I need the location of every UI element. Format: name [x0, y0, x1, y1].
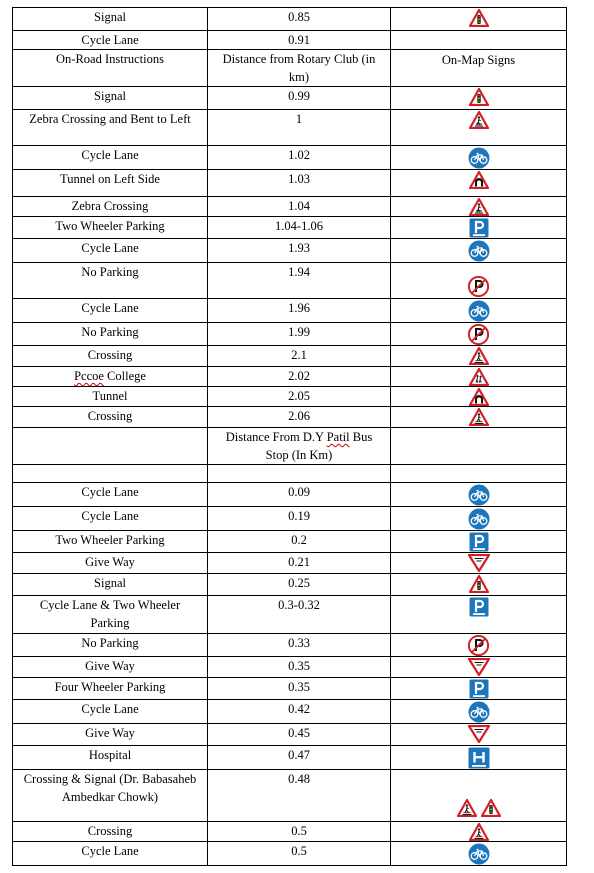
distance-cell: 0.42 [208, 700, 391, 724]
distance-cell: 0.21 [208, 553, 391, 574]
cycle-lane-icon [468, 299, 490, 322]
table-row [13, 8, 567, 31]
sign-group [391, 170, 566, 189]
sign-group [391, 346, 566, 365]
signal-icon [469, 87, 489, 106]
signal-icon [469, 8, 489, 27]
table-row [13, 263, 567, 299]
sign-group [391, 678, 566, 699]
distance-cell: 0.45 [208, 724, 391, 746]
distance-cell: 2.05 [208, 387, 391, 407]
table-row [13, 657, 567, 678]
instruction-cell: No Parking [13, 634, 208, 657]
instruction-cell: No Parking [13, 263, 208, 299]
cycle-lane-icon [468, 483, 490, 506]
table-row [13, 146, 567, 170]
cycle-lane-icon [468, 507, 490, 530]
sign-cell [391, 323, 567, 346]
sign-cell [391, 146, 567, 170]
give-way-icon [468, 553, 490, 572]
distance-cell: Distance from Rotary Club (in km) [208, 50, 391, 87]
table-row [13, 678, 567, 700]
cycle-lane-icon [468, 700, 490, 723]
instruction-cell: Tunnel [13, 387, 208, 407]
sign-group [391, 239, 566, 262]
table-row [13, 483, 567, 507]
instruction-cell: Give Way [13, 553, 208, 574]
sign-cell [391, 8, 567, 31]
sign-group [391, 146, 566, 169]
sign-cell [391, 263, 567, 299]
instruction-cell: Crossing [13, 346, 208, 367]
instruction-cell: Four Wheeler Parking [13, 678, 208, 700]
sign-cell [391, 299, 567, 323]
table-row [13, 531, 567, 553]
distance-cell: 0.91 [208, 31, 391, 50]
sign-cell [391, 746, 567, 770]
distance-cell: 1.03 [208, 170, 391, 197]
sign-cell [391, 634, 567, 657]
sign-group [391, 323, 566, 345]
sign-group [391, 299, 566, 322]
school-icon [469, 367, 489, 386]
table-row [13, 110, 567, 146]
sign-group [391, 700, 566, 723]
no-parking-icon [468, 275, 489, 297]
sign-cell [391, 724, 567, 746]
instruction-cell [13, 465, 208, 483]
distance-cell: 0.2 [208, 531, 391, 553]
table-row [13, 465, 567, 483]
table-row [13, 822, 567, 842]
distance-cell: 1.99 [208, 323, 391, 346]
distance-cell: 0.09 [208, 483, 391, 507]
sign-cell [391, 553, 567, 574]
sign-cell [391, 197, 567, 217]
distance-cell [208, 465, 391, 483]
sign-cell [391, 346, 567, 367]
distance-cell: 0.5 [208, 822, 391, 842]
sign-group [391, 217, 566, 238]
table-row [13, 31, 567, 50]
no-parking-icon [468, 634, 489, 656]
table-row [13, 170, 567, 197]
sign-group [391, 596, 566, 617]
distance-cell: 0.48 [208, 770, 391, 822]
distance-cell: 1 [208, 110, 391, 146]
road-signs-table [12, 7, 567, 866]
instruction-cell: Crossing [13, 822, 208, 842]
sign-cell [391, 531, 567, 553]
instruction-cell: Cycle Lane [13, 700, 208, 724]
table-row [13, 770, 567, 822]
distance-cell: 1.04-1.06 [208, 217, 391, 239]
signal-icon [469, 574, 489, 593]
table-row [13, 197, 567, 217]
zebra-crossing-icon [469, 197, 489, 216]
signal-icon [481, 798, 501, 817]
table-row [13, 553, 567, 574]
distance-cell: 1.94 [208, 263, 391, 299]
table-row [13, 507, 567, 531]
distance-cell: 0.47 [208, 746, 391, 770]
distance-cell: 0.3-0.32 [208, 596, 391, 634]
instruction-cell: Cycle Lane [13, 483, 208, 507]
sign-cell [391, 657, 567, 678]
sign-group [391, 483, 566, 506]
sign-cell [391, 31, 567, 50]
sign-cell [391, 507, 567, 531]
distance-cell: 0.99 [208, 87, 391, 110]
parking-icon [469, 217, 489, 238]
parking-icon [469, 596, 489, 617]
sign-group [391, 507, 566, 530]
distance-cell: 0.33 [208, 634, 391, 657]
sign-cell [391, 465, 567, 483]
cycle-lane-icon [468, 146, 490, 169]
instruction-cell: Cycle Lane [13, 842, 208, 866]
sign-group [391, 657, 566, 676]
table-row [13, 634, 567, 657]
cycle-lane-icon [468, 842, 490, 865]
tunnel-icon [469, 170, 489, 189]
table-row [13, 428, 567, 465]
sign-group [391, 407, 566, 426]
instruction-cell: Signal [13, 87, 208, 110]
sign-cell [391, 596, 567, 634]
sign-cell [391, 170, 567, 197]
pedestrian-crossing-icon [469, 822, 489, 841]
instruction-cell: Cycle Lane [13, 146, 208, 170]
pedestrian-crossing-icon [457, 798, 477, 817]
distance-cell: 2.1 [208, 346, 391, 367]
instruction-cell: Crossing & Signal (Dr. Babasaheb Ambedkar Chowk) [13, 770, 208, 822]
sign-group [391, 367, 566, 386]
sign-group [391, 275, 566, 297]
sign-cell [391, 483, 567, 507]
sign-cell [391, 407, 567, 428]
sign-cell: On-Map Signs [391, 50, 567, 87]
instruction-cell: Cycle Lane [13, 31, 208, 50]
distance-cell: 0.35 [208, 657, 391, 678]
instruction-cell: Cycle Lane [13, 507, 208, 531]
instruction-cell: Two Wheeler Parking [13, 217, 208, 239]
sign-cell [391, 428, 567, 465]
table-row [13, 724, 567, 746]
sign-group [391, 87, 566, 106]
instruction-cell: Tunnel on Left Side [13, 170, 208, 197]
table-row [13, 50, 567, 87]
table-row [13, 387, 567, 407]
sign-group [391, 110, 566, 129]
table-row [13, 346, 567, 367]
hospital-icon [468, 746, 490, 769]
sign-group [391, 822, 566, 841]
distance-cell: 2.02 [208, 367, 391, 387]
pedestrian-crossing-icon [469, 407, 489, 426]
table-row [13, 596, 567, 634]
table-row [13, 700, 567, 724]
instruction-cell: Cycle Lane [13, 239, 208, 263]
table-row [13, 367, 567, 387]
table-row [13, 87, 567, 110]
instruction-cell [13, 428, 208, 465]
instruction-cell: Two Wheeler Parking [13, 531, 208, 553]
sign-cell [391, 822, 567, 842]
sign-group [391, 574, 566, 593]
table-row [13, 842, 567, 866]
sign-cell [391, 387, 567, 407]
zebra-crossing-icon [469, 110, 489, 129]
instruction-cell: On-Road Instructions [13, 50, 208, 87]
instruction-cell: Pccoe College [13, 367, 208, 387]
distance-cell: Distance From D.Y Patil Bus Stop (In Km) [208, 428, 391, 465]
sign-group [391, 724, 566, 743]
parking-icon [469, 678, 489, 699]
distance-cell: 0.5 [208, 842, 391, 866]
instruction-cell: Signal [13, 8, 208, 31]
sign-group [391, 553, 566, 572]
distance-cell: 0.25 [208, 574, 391, 596]
instruction-cell: Give Way [13, 657, 208, 678]
sign-cell [391, 700, 567, 724]
instruction-cell: No Parking [13, 323, 208, 346]
distance-cell: 1.96 [208, 299, 391, 323]
table-row [13, 239, 567, 263]
distance-cell: 1.02 [208, 146, 391, 170]
sign-group [391, 842, 566, 865]
instruction-cell: Cycle Lane [13, 299, 208, 323]
sign-cell [391, 574, 567, 596]
pedestrian-crossing-icon [469, 346, 489, 365]
give-way-icon [468, 724, 490, 743]
sign-group [391, 197, 566, 216]
table-row [13, 574, 567, 596]
sign-group [391, 531, 566, 552]
table-row [13, 217, 567, 239]
instruction-cell: Cycle Lane & Two Wheeler Parking [13, 596, 208, 634]
distance-text: Patil [326, 430, 350, 444]
distance-cell: 0.19 [208, 507, 391, 531]
sign-group [391, 798, 566, 817]
give-way-icon [468, 657, 490, 676]
sign-group [391, 746, 566, 769]
distance-cell: 0.85 [208, 8, 391, 31]
table-row [13, 746, 567, 770]
no-parking-icon [468, 323, 489, 345]
distance-cell: 1.04 [208, 197, 391, 217]
sign-group [391, 634, 566, 656]
cycle-lane-icon [468, 239, 490, 262]
distance-cell: 2.06 [208, 407, 391, 428]
table-row [13, 323, 567, 346]
instruction-cell: Zebra Crossing and Bent to Left [13, 110, 208, 146]
instruction-cell: Crossing [13, 407, 208, 428]
sign-cell [391, 110, 567, 146]
sign-cell [391, 770, 567, 822]
instruction-cell: Hospital [13, 746, 208, 770]
sign-group [391, 8, 566, 27]
sign-cell [391, 239, 567, 263]
sign-cell [391, 87, 567, 110]
table-row [13, 407, 567, 428]
instruction-cell: Zebra Crossing [13, 197, 208, 217]
parking-icon [469, 531, 489, 552]
table-row [13, 299, 567, 323]
instruction-text: Pccoe [74, 369, 104, 383]
sign-cell [391, 217, 567, 239]
sign-cell [391, 367, 567, 387]
distance-cell: 0.35 [208, 678, 391, 700]
distance-cell: 1.93 [208, 239, 391, 263]
sign-group [391, 387, 566, 406]
instruction-cell: Give Way [13, 724, 208, 746]
instruction-cell: Signal [13, 574, 208, 596]
tunnel-icon [469, 387, 489, 406]
sign-cell [391, 678, 567, 700]
sign-cell [391, 842, 567, 866]
